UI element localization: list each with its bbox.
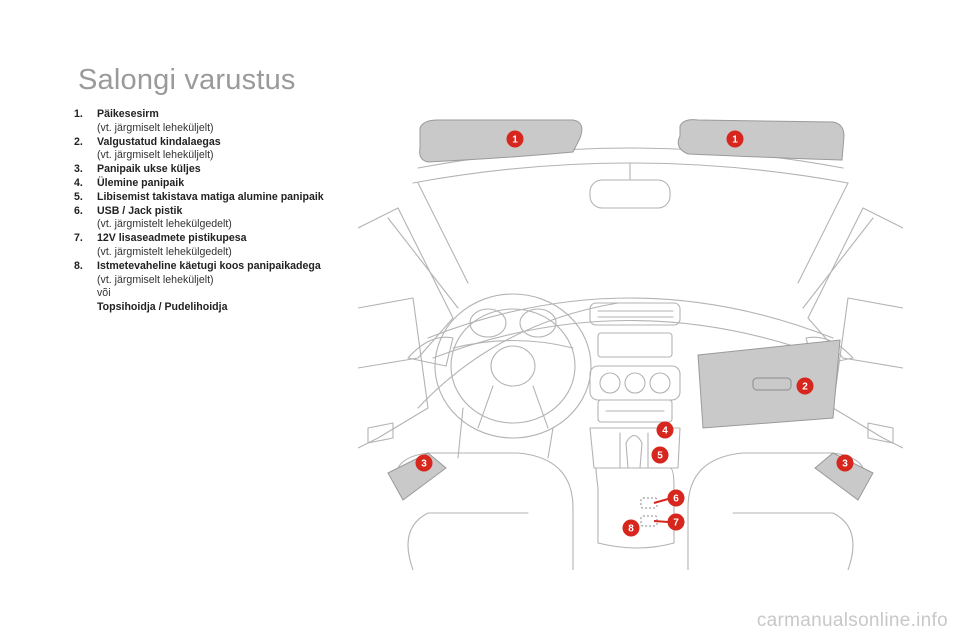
item-note-or: või (97, 287, 111, 300)
list-item (74, 108, 354, 136)
callout-3-left (416, 455, 433, 472)
list-item (74, 260, 354, 315)
watermark: carmanualsonline.info (756, 610, 948, 631)
svg-text:7: 7 (673, 517, 679, 529)
callout-4 (657, 422, 674, 439)
item-number: 5. (74, 190, 83, 203)
callout-2 (797, 378, 814, 395)
equipment-list (74, 108, 354, 315)
item-label: Valgustatud kindalaegas (97, 135, 221, 148)
item-number: 6. (74, 204, 83, 217)
item-label: Panipaik ukse küljes (97, 163, 201, 176)
item-note: (vt. järgmistelt lehekülgedelt) (97, 245, 232, 258)
callout-1-left (507, 131, 524, 148)
steering-wheel (435, 294, 591, 438)
item-label: USB / Jack pistik (97, 204, 183, 217)
svg-text:6: 6 (673, 493, 679, 505)
list-item (74, 163, 354, 177)
page-title: Salongi varustus (78, 64, 296, 96)
item-number: 7. (74, 232, 83, 245)
callout-8 (623, 520, 640, 537)
list-item (74, 177, 354, 191)
armrest (596, 468, 674, 548)
svg-text:8: 8 (628, 523, 634, 535)
item-note: (vt. järgmiselt leheküljelt) (97, 121, 214, 134)
item-extra: Topsihoidja / Pudelihoidja (97, 301, 228, 314)
svg-text:3: 3 (842, 458, 848, 470)
callout-3-right (837, 455, 854, 472)
item-label: Libisemist takistava matiga alumine panipaik (97, 190, 324, 203)
list-item (74, 136, 354, 164)
item-note: (vt. järgmiselt leheküljelt) (97, 273, 214, 286)
item-label: 12V lisaseadmete pistikupesa (97, 232, 247, 245)
list-item (74, 205, 354, 233)
dashboard (428, 298, 833, 338)
callout-1-right (727, 131, 744, 148)
item-label: Ülemine panipaik (97, 176, 185, 189)
callout-5 (652, 447, 669, 464)
rearview-mirror (590, 180, 670, 208)
item-label: Istmetevaheline käetugi koos panipaikadega (97, 259, 321, 272)
item-number: 2. (74, 135, 83, 148)
glovebox (698, 340, 840, 428)
item-number: 4. (74, 176, 83, 189)
item-number: 3. (74, 163, 83, 176)
callout-6 (668, 490, 685, 507)
item-label: Päikesesirm (97, 108, 159, 120)
list-item (74, 191, 354, 205)
item-number: 1. (74, 108, 83, 120)
item-number: 8. (74, 259, 83, 272)
list-item (74, 232, 354, 260)
svg-text:1: 1 (512, 134, 518, 146)
svg-text:2: 2 (802, 381, 808, 393)
car-interior-illustration (358, 108, 903, 570)
svg-text:4: 4 (662, 425, 668, 437)
sun-visor-right (678, 120, 844, 160)
svg-text:3: 3 (421, 458, 427, 470)
sun-visor-left (420, 120, 582, 162)
svg-text:1: 1 (732, 134, 738, 146)
item-note: (vt. järgmistelt lehekülgedelt) (97, 218, 232, 231)
svg-text:5: 5 (657, 450, 663, 462)
item-note: (vt. järgmiselt leheküljelt) (97, 149, 214, 162)
callout-7 (668, 514, 685, 531)
